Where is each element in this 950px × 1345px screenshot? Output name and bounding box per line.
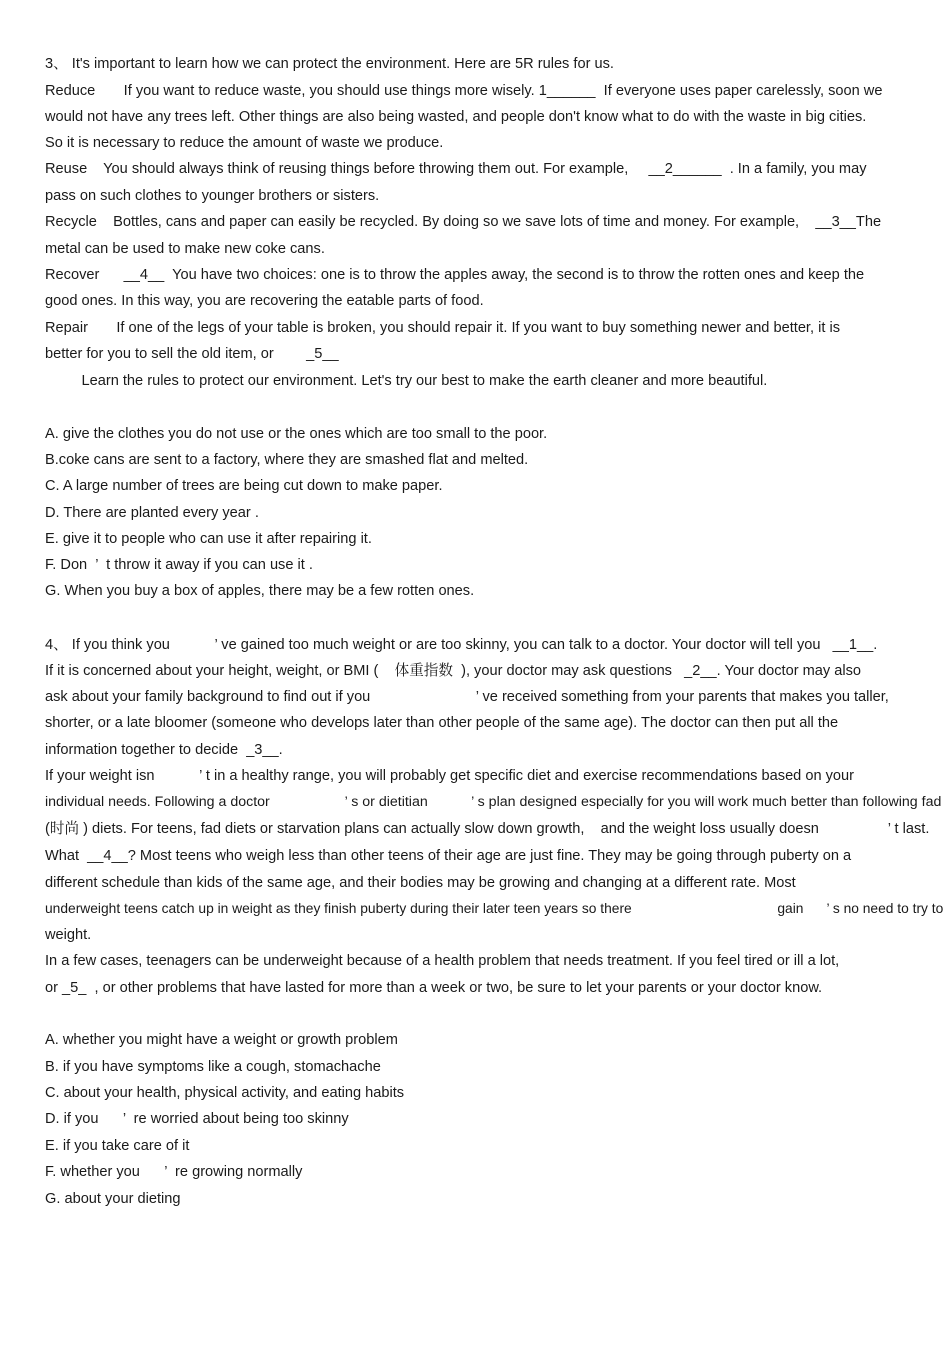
q4-line: In a few cases, teenagers can be underweight because of a health problem that needs treatment. If you feel tired or ill a lot, xyxy=(45,953,840,969)
q4-option-g: G. about your dieting xyxy=(45,1191,181,1207)
q3-line: Reduce If you want to reduce waste, you should use things more wisely. 1______ If everyone uses paper carelessly, soon we xyxy=(45,83,883,99)
q4-line: different schedule than kids of the same age, and their bodies may be growing and changing at a different rate. Most xyxy=(45,875,796,891)
q4-line: shorter, or a late bloomer (someone who develops later than other people of the same age). The doctor can then put all the xyxy=(45,715,839,731)
q4-option-c: C. about your health, physical activity, and eating habits xyxy=(45,1085,405,1101)
q3-line: Learn the rules to protect our environment. Let's try our best to make the earth cleaner and more beautiful. xyxy=(45,373,768,389)
q4-title: 4、 If you think you ’ ve gained too much weight or are too skinny, you can talk to a doctor. Your doctor will tell you __1__. xyxy=(45,637,878,653)
q3-line: Repair If one of the legs of your table is broken, you should repair it. If you want to buy something newer and better, it is xyxy=(45,320,840,336)
q3-line: So it is necessary to reduce the amount of waste we produce. xyxy=(45,135,444,151)
q4-line: information together to decide _3__. xyxy=(45,742,283,758)
q3-title: 3、 It's important to learn how we can protect the environment. Here are 5R rules for us. xyxy=(45,56,614,72)
q3-option-b: B.coke cans are sent to a factory, where they are smashed flat and melted. xyxy=(45,452,529,468)
q4-option-d: D. if you ’ re worried about being too skinny xyxy=(45,1111,349,1127)
q3-line: Recycle Bottles, cans and paper can easily be recycled. By doing so we save lots of time and money. For example, __3__The xyxy=(45,214,882,230)
q3-line: better for you to sell the old item, or _5__ xyxy=(45,346,339,362)
q4-line: (时尚 ) diets. For teens, fad diets or starvation plans can actually slow down growth, and the weight loss usually doesn ’ t last. xyxy=(45,821,930,837)
q4-line: or _5_ , or other problems that have lasted for more than a week or two, be sure to let your parents or your doctor know. xyxy=(45,980,823,996)
q4-line: If it is concerned about your height, weight, or BMI ( 体重指数 ), your doctor may ask questions _2__. Your doctor may also xyxy=(45,663,862,679)
q3-option-g: G. When you buy a box of apples, there may be a few rotten ones. xyxy=(45,583,475,599)
q3-option-c: C. A large number of trees are being cut down to make paper. xyxy=(45,478,443,494)
q3-line: metal can be used to make new coke cans. xyxy=(45,241,325,257)
q3-line: Recover __4__ You have two choices: one is to throw the apples away, the second is to throw the rotten ones and keep the xyxy=(45,267,865,283)
q3-line: Reuse You should always think of reusing things before throwing them out. For example, __2______ . In a family, you may xyxy=(45,161,867,177)
q4-line: underweight teens catch up in weight as they finish puberty during their later teen years so there gain ’ s no need to try to xyxy=(45,901,944,916)
q4-option-e: E. if you take care of it xyxy=(45,1138,190,1154)
q4-line: individual needs. Following a doctor ’ s or dietitian ’ s plan designed especially for you will work much better than following fad xyxy=(45,794,942,810)
q3-line: pass on such clothes to younger brothers or sisters. xyxy=(45,188,380,204)
q3-option-f: F. Don ’ t throw it away if you can use it . xyxy=(45,557,313,573)
q4-line: ask about your family background to find out if you ’ ve received something from your parents that makes you taller, xyxy=(45,689,889,705)
q3-line: good ones. In this way, you are recovering the eatable parts of food. xyxy=(45,293,484,309)
q3-line: would not have any trees left. Other things are also being wasted, and people don't know what to do with the waste in big cities. xyxy=(45,109,867,125)
q3-option-a: A. give the clothes you do not use or the ones which are too small to the poor. xyxy=(45,426,548,442)
q4-option-f: F. whether you ’ re growing normally xyxy=(45,1164,303,1180)
q4-line: If your weight isn ’ t in a healthy range, you will probably get specific diet and exercise recommendations based on your xyxy=(45,768,855,784)
q4-option-b: B. if you have symptoms like a cough, stomachache xyxy=(45,1059,381,1075)
q4-line: What __4__? Most teens who weigh less than other teens of their age are just fine. They may be going through puberty on a xyxy=(45,848,852,864)
q3-option-e: E. give it to people who can use it after repairing it. xyxy=(45,531,372,547)
q4-line: weight. xyxy=(45,927,92,943)
q4-option-a: A. whether you might have a weight or growth problem xyxy=(45,1032,398,1048)
q3-option-d: D. There are planted every year . xyxy=(45,505,259,521)
